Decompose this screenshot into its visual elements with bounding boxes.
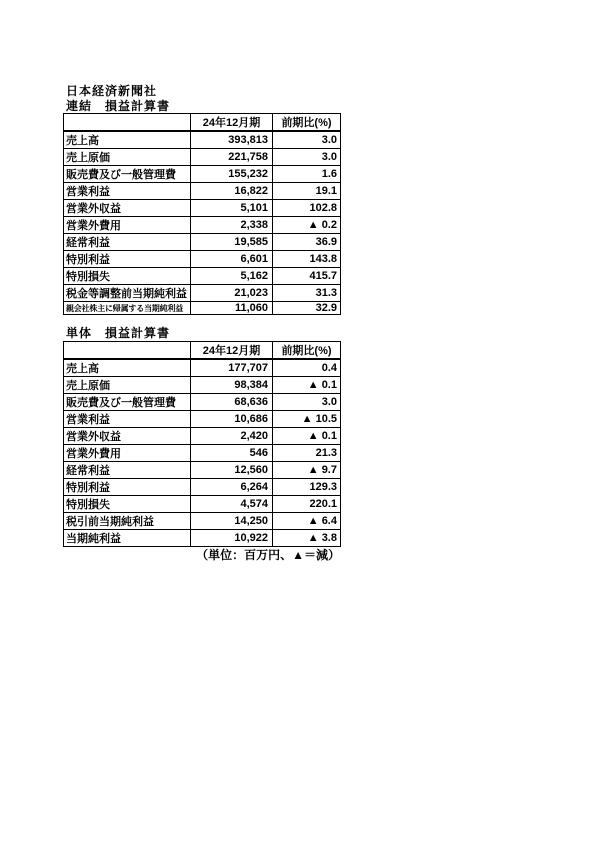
- standalone-header-period: 24年12月期: [191, 342, 273, 360]
- standalone-row-label: 税引前当期純利益: [64, 513, 191, 530]
- standalone-row-pct: 129.3: [273, 479, 341, 496]
- standalone-row-value: 546: [191, 445, 273, 462]
- standalone-table-row: [64, 513, 341, 530]
- consolidated-row-pct: 32.9: [273, 302, 341, 315]
- consolidated-row-pct: 3.0: [273, 131, 341, 149]
- standalone-row-value: 10,922: [191, 530, 273, 547]
- consolidated-row-value: 2,338: [191, 217, 273, 234]
- standalone-row-value: 10,686: [191, 411, 273, 428]
- consolidated-row-label: 特別損失: [64, 268, 191, 285]
- standalone-row-label: 営業外収益: [64, 428, 191, 445]
- standalone-table-row: [64, 359, 341, 377]
- consolidated-row-pct: 31.3: [273, 285, 341, 302]
- standalone-row-label: 経常利益: [64, 462, 191, 479]
- unit-note: （単位：百万円、▲＝減）: [196, 548, 340, 562]
- standalone-table-row: [64, 394, 341, 411]
- standalone-row-pct: ▲ 3.8: [273, 530, 341, 547]
- consolidated-row-pct: 36.9: [273, 234, 341, 251]
- consolidated-table-row: [64, 251, 341, 268]
- consolidated-table-row: [64, 166, 341, 183]
- consolidated-row-pct: 1.6: [273, 166, 341, 183]
- consolidated-row-pct: 3.0: [273, 149, 341, 166]
- consolidated-table-row: [64, 217, 341, 234]
- standalone-row-pct: 21.3: [273, 445, 341, 462]
- standalone-row-label: 営業利益: [64, 411, 191, 428]
- consolidated-row-label: 営業利益: [64, 183, 191, 200]
- standalone-row-label: 売上原価: [64, 377, 191, 394]
- consolidated-row-label: 親会社株主に帰属する当期純利益: [64, 302, 191, 315]
- financial-statement-document: [63, 83, 340, 562]
- consolidated-table-row: [64, 200, 341, 217]
- consolidated-row-label: 経常利益: [64, 234, 191, 251]
- consolidated-row-value: 221,758: [191, 149, 273, 166]
- standalone-row-value: 4,574: [191, 496, 273, 513]
- consolidated-row-label: 営業外収益: [64, 200, 191, 217]
- standalone-table-row: [64, 462, 341, 479]
- consolidated-row-value: 393,813: [191, 131, 273, 149]
- consolidated-row-value: 5,162: [191, 268, 273, 285]
- consolidated-row-label: 税金等調整前当期純利益: [64, 285, 191, 302]
- standalone-table-row: [64, 496, 341, 513]
- consolidated-table-row: [64, 149, 341, 166]
- standalone-row-label: 販売費及び一般管理費: [64, 394, 191, 411]
- standalone-row-pct: ▲ 0.1: [273, 377, 341, 394]
- standalone-row-value: 12,560: [191, 462, 273, 479]
- standalone-row-pct: 3.0: [273, 394, 341, 411]
- consolidated-row-label: 販売費及び一般管理費: [64, 166, 191, 183]
- standalone-header-row: [64, 342, 341, 360]
- consolidated-table-row: [64, 234, 341, 251]
- standalone-table-row: [64, 411, 341, 428]
- standalone-table-row: [64, 428, 341, 445]
- standalone-row-value: 98,384: [191, 377, 273, 394]
- consolidated-row-value: 19,585: [191, 234, 273, 251]
- consolidated-table-row: [64, 268, 341, 285]
- consolidated-row-pct: 102.8: [273, 200, 341, 217]
- consolidated-row-pct: 415.7: [273, 268, 341, 285]
- consolidated-row-label: 営業外費用: [64, 217, 191, 234]
- consolidated-table-row: [64, 302, 341, 315]
- consolidated-header-blank: [64, 114, 191, 132]
- consolidated-row-pct: 143.8: [273, 251, 341, 268]
- standalone-row-label: 特別利益: [64, 479, 191, 496]
- consolidated-header-period: 24年12月期: [191, 114, 273, 132]
- consolidated-row-label: 特別利益: [64, 251, 191, 268]
- standalone-statement-title: 単体 損益計算書: [66, 326, 171, 340]
- standalone-row-label: 特別損失: [64, 496, 191, 513]
- standalone-row-pct: 0.4: [273, 359, 341, 377]
- consolidated-row-value: 5,101: [191, 200, 273, 217]
- consolidated-pl-table: [63, 113, 341, 315]
- standalone-row-value: 6,264: [191, 479, 273, 496]
- consolidated-header-row: [64, 114, 341, 132]
- standalone-header-yoy: 前期比(%): [273, 342, 341, 360]
- consolidated-row-value: 21,023: [191, 285, 273, 302]
- standalone-row-value: 68,636: [191, 394, 273, 411]
- standalone-table-row: [64, 377, 341, 394]
- consolidated-table-row: [64, 285, 341, 302]
- consolidated-row-value: 155,232: [191, 166, 273, 183]
- consolidated-row-value: 11,060: [191, 302, 273, 315]
- consolidated-table-row: [64, 183, 341, 200]
- consolidated-row-label: 売上原価: [64, 149, 191, 166]
- standalone-row-value: 14,250: [191, 513, 273, 530]
- standalone-pl-table: [63, 341, 341, 547]
- standalone-row-pct: ▲ 6.4: [273, 513, 341, 530]
- standalone-table-row: [64, 530, 341, 547]
- standalone-row-pct: ▲ 9.7: [273, 462, 341, 479]
- standalone-header-blank: [64, 342, 191, 360]
- consolidated-row-value: 6,601: [191, 251, 273, 268]
- standalone-table-row: [64, 445, 341, 462]
- standalone-row-label: 売上高: [64, 359, 191, 377]
- consolidated-row-value: 16,822: [191, 183, 273, 200]
- standalone-row-pct: 220.1: [273, 496, 341, 513]
- standalone-table-row: [64, 479, 341, 496]
- consolidated-row-label: 売上高: [64, 131, 191, 149]
- standalone-row-pct: ▲ 10.5: [273, 411, 341, 428]
- consolidated-table-row: [64, 131, 341, 149]
- company-name: 日本経済新聞社: [66, 84, 158, 98]
- standalone-row-pct: ▲ 0.1: [273, 428, 341, 445]
- standalone-row-label: 営業外費用: [64, 445, 191, 462]
- consolidated-row-pct: ▲ 0.2: [273, 217, 341, 234]
- consolidated-statement-title: 連結 損益計算書: [66, 99, 171, 113]
- standalone-row-value: 2,420: [191, 428, 273, 445]
- standalone-row-label: 当期純利益: [64, 530, 191, 547]
- consolidated-header-yoy: 前期比(%): [273, 114, 341, 132]
- standalone-row-value: 177,707: [191, 359, 273, 377]
- consolidated-row-pct: 19.1: [273, 183, 341, 200]
